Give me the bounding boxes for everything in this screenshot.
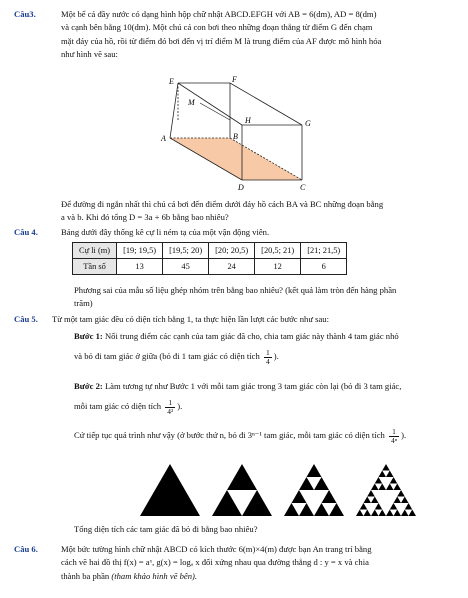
black-triangle [375,503,383,510]
frequency-table-wrap [14,242,347,275]
black-triangle [386,471,394,478]
table-cell: [19; 19,5) [117,243,163,259]
step-text: Cứ tiếp tục quá trình như vậy (ở bước thứ n, bỏ đi 3ⁿ⁻¹ tam giác, mỗi tam giác có diện tích [74,429,385,440]
q3-line: mặt đáy của hồ, rồi từ điểm đó bơi đến vị trí điểm M là trung điểm của AF được mô hình hóa [61,35,382,46]
sierpinski-triangles-figure [140,462,430,518]
q5-step-2: Bước 2: Làm tương tự như Bước 1 với mỗi tam giác trong 3 tam giác còn lại (bỏ đi 3 tam giác, mỗi tam giác có diện tích $\frac{1}{\text{4²}}$ ). [74,381,402,416]
table-cell: 24 [209,259,255,275]
table-header-cell: Cự li (m) [73,243,117,259]
step-title: Bước 1: [74,331,103,341]
question-3-continued [14,198,454,225]
label-C: C [300,183,306,192]
question-5 [14,313,454,326]
aquarium-box-figure [150,76,325,194]
step-title: Bước 2: [74,381,103,391]
q5-step-1: Bước 1: Nối trung điểm các cạnh của tam giác đã cho, chia tam giác này thành 4 tam giác nhỏ và bỏ đi tam giác ở giữa (bỏ đi 1 tam giác có diện tích $\frac{1}{4}$ ). [74,331,399,366]
black-triangle [299,477,314,490]
sierpinski-step-2 [284,464,344,516]
black-triangle [371,497,379,504]
table-cell: [20; 20,5) [209,243,255,259]
question-6 [14,543,454,583]
q4-intro: Bảng dưới đây thống kê cự li ném tạ của một vận động viên. [61,227,270,237]
black-triangle [397,490,405,497]
label-H: H [245,116,251,125]
table-header-cell: Tần số [73,259,117,275]
q5-question [14,523,454,536]
black-triangle [371,510,379,517]
fraction: $\frac{1}{4}$ [265,348,270,366]
fraction: $\frac{1}{\text{4²}}$ [167,398,174,416]
q3-line: Một bể cá đầy nước có dạng hình hộp chữ nhật ABCD.EFGH với AB = 6(dm), AD = 8(dm) [61,9,377,19]
label-B: B [233,132,238,141]
black-triangle [379,484,387,491]
black-triangle [367,490,375,497]
black-triangle [386,484,394,491]
black-triangle [405,503,413,510]
black-triangle [292,490,307,503]
label-M: M [188,98,195,107]
q6-reference: (tham khảo hình vẽ bên). [111,570,198,581]
black-triangle [401,510,409,517]
q5-continuation: Cứ tiếp tục quá trình như vậy (ở bước thứ n, bỏ đi 3ⁿ⁻¹ tam giác, mỗi tam giác có diện tích $\frac{1}{\text{4ⁿ}}$ ). [74,427,407,445]
question-4 [14,226,454,239]
label-A: A [161,134,166,143]
black-triangle [382,464,390,471]
step-text: mỗi tam giác có diện tích [74,401,162,412]
q4-line: Phương sai của mẫu số liệu ghép nhóm trên bằng bao nhiêu? (kết quả làm tròn đến hàng phần [74,285,397,295]
black-triangle [394,484,402,491]
table-cell: 6 [301,259,347,275]
table-cell: [21; 21,5) [301,243,347,259]
table-cell: [19,5; 20) [163,243,209,259]
fraction: $\frac{1}{\text{4ⁿ}}$ [390,427,398,445]
q3-line: a và b. Khi đó tổng D = 3a + 6b bằng bao nhiêu? [61,212,229,223]
bottom-face-shading [170,138,302,180]
black-triangle [386,510,394,517]
q3-line: như hình vẽ sau: [61,48,118,59]
question-label: Câu 4. [14,227,38,237]
q6-line: cách vẽ hai đồ thị f(x) = aˣ, g(x) = logₐ x đối xứng nhau qua đường thẳng d : y = x và chia [61,557,369,568]
q3-line: và cạnh bên bằng 10(dm). Một chú cá con bơi theo những đoạn thẳng từ điểm G đến chạm [61,22,373,33]
question-label: Câu 5. [14,314,38,324]
question-4-question [14,284,454,311]
black-triangle [364,510,372,517]
black-triangle [212,490,242,516]
step-text: Làm tương tự như Bước 1 với mỗi tam giác trong 3 tam giác còn lại (bỏ đi 3 tam giác, [104,381,402,391]
black-triangle [394,510,402,517]
step-text: và bỏ đi tam giác ở giữa (bỏ đi 1 tam giác có diện tích [74,351,260,362]
black-triangle [329,503,344,516]
black-triangle [401,497,409,504]
sierpinski-step-1 [212,464,272,516]
step-text: Nối trung điểm các cạnh của tam giác đã cho, chia tam giác này thành 4 tam giác nhỏ [104,331,399,341]
black-triangle [356,510,364,517]
black-triangle [409,510,417,517]
black-triangle [360,503,368,510]
black-triangle [322,490,337,503]
q5-question-text: Tổng diện tích các tam giác đã bỏ đi bằng bao nhiêu? [74,524,258,534]
label-E: E [169,77,174,86]
black-triangle [371,484,379,491]
frequency-table [72,242,347,275]
q6-line: Một bức tường hình chữ nhật ABCD có kích thước 6(m)×4(m) được bạn An trang trí bằng [61,544,372,554]
black-triangle [379,510,387,517]
black-triangle [379,471,387,478]
black-triangle [364,497,372,504]
black-triangle [299,503,314,516]
table-cell: 45 [163,259,209,275]
black-triangle [227,464,257,490]
label-G: G [305,119,311,128]
table-cell: 13 [117,259,163,275]
sierpinski-step-3 [356,464,416,516]
black-triangle [390,477,398,484]
q6-line: thành ba phần [61,570,110,581]
black-triangle [314,477,329,490]
black-triangle [284,503,299,516]
label-D: D [238,183,244,192]
black-triangle [390,503,398,510]
q5-intro: Từ một tam giác đều có diện tích bằng 1, ta thực hiện lần lượt các bước như sau: [52,314,329,324]
black-triangle [242,490,272,516]
q4-line: trăm) [74,298,93,309]
black-triangle [140,464,200,516]
sierpinski-step-0 [140,464,200,516]
table-cell: 12 [255,259,301,275]
table-row [73,259,347,275]
table-row [73,243,347,259]
question-label: Câu 6. [14,544,38,554]
q3-line: Để đường đi ngắn nhất thì chú cá bơi đến điểm dưới đáy hồ cách BA và BC những đoạn bằng [61,199,384,209]
black-triangle [394,497,402,504]
black-triangle [307,464,322,477]
label-F: F [232,76,237,84]
black-triangle [314,503,329,516]
table-cell: [20,5; 21) [255,243,301,259]
black-triangle [375,477,383,484]
question-label: Câu3. [14,9,36,19]
question-3 [14,8,454,61]
